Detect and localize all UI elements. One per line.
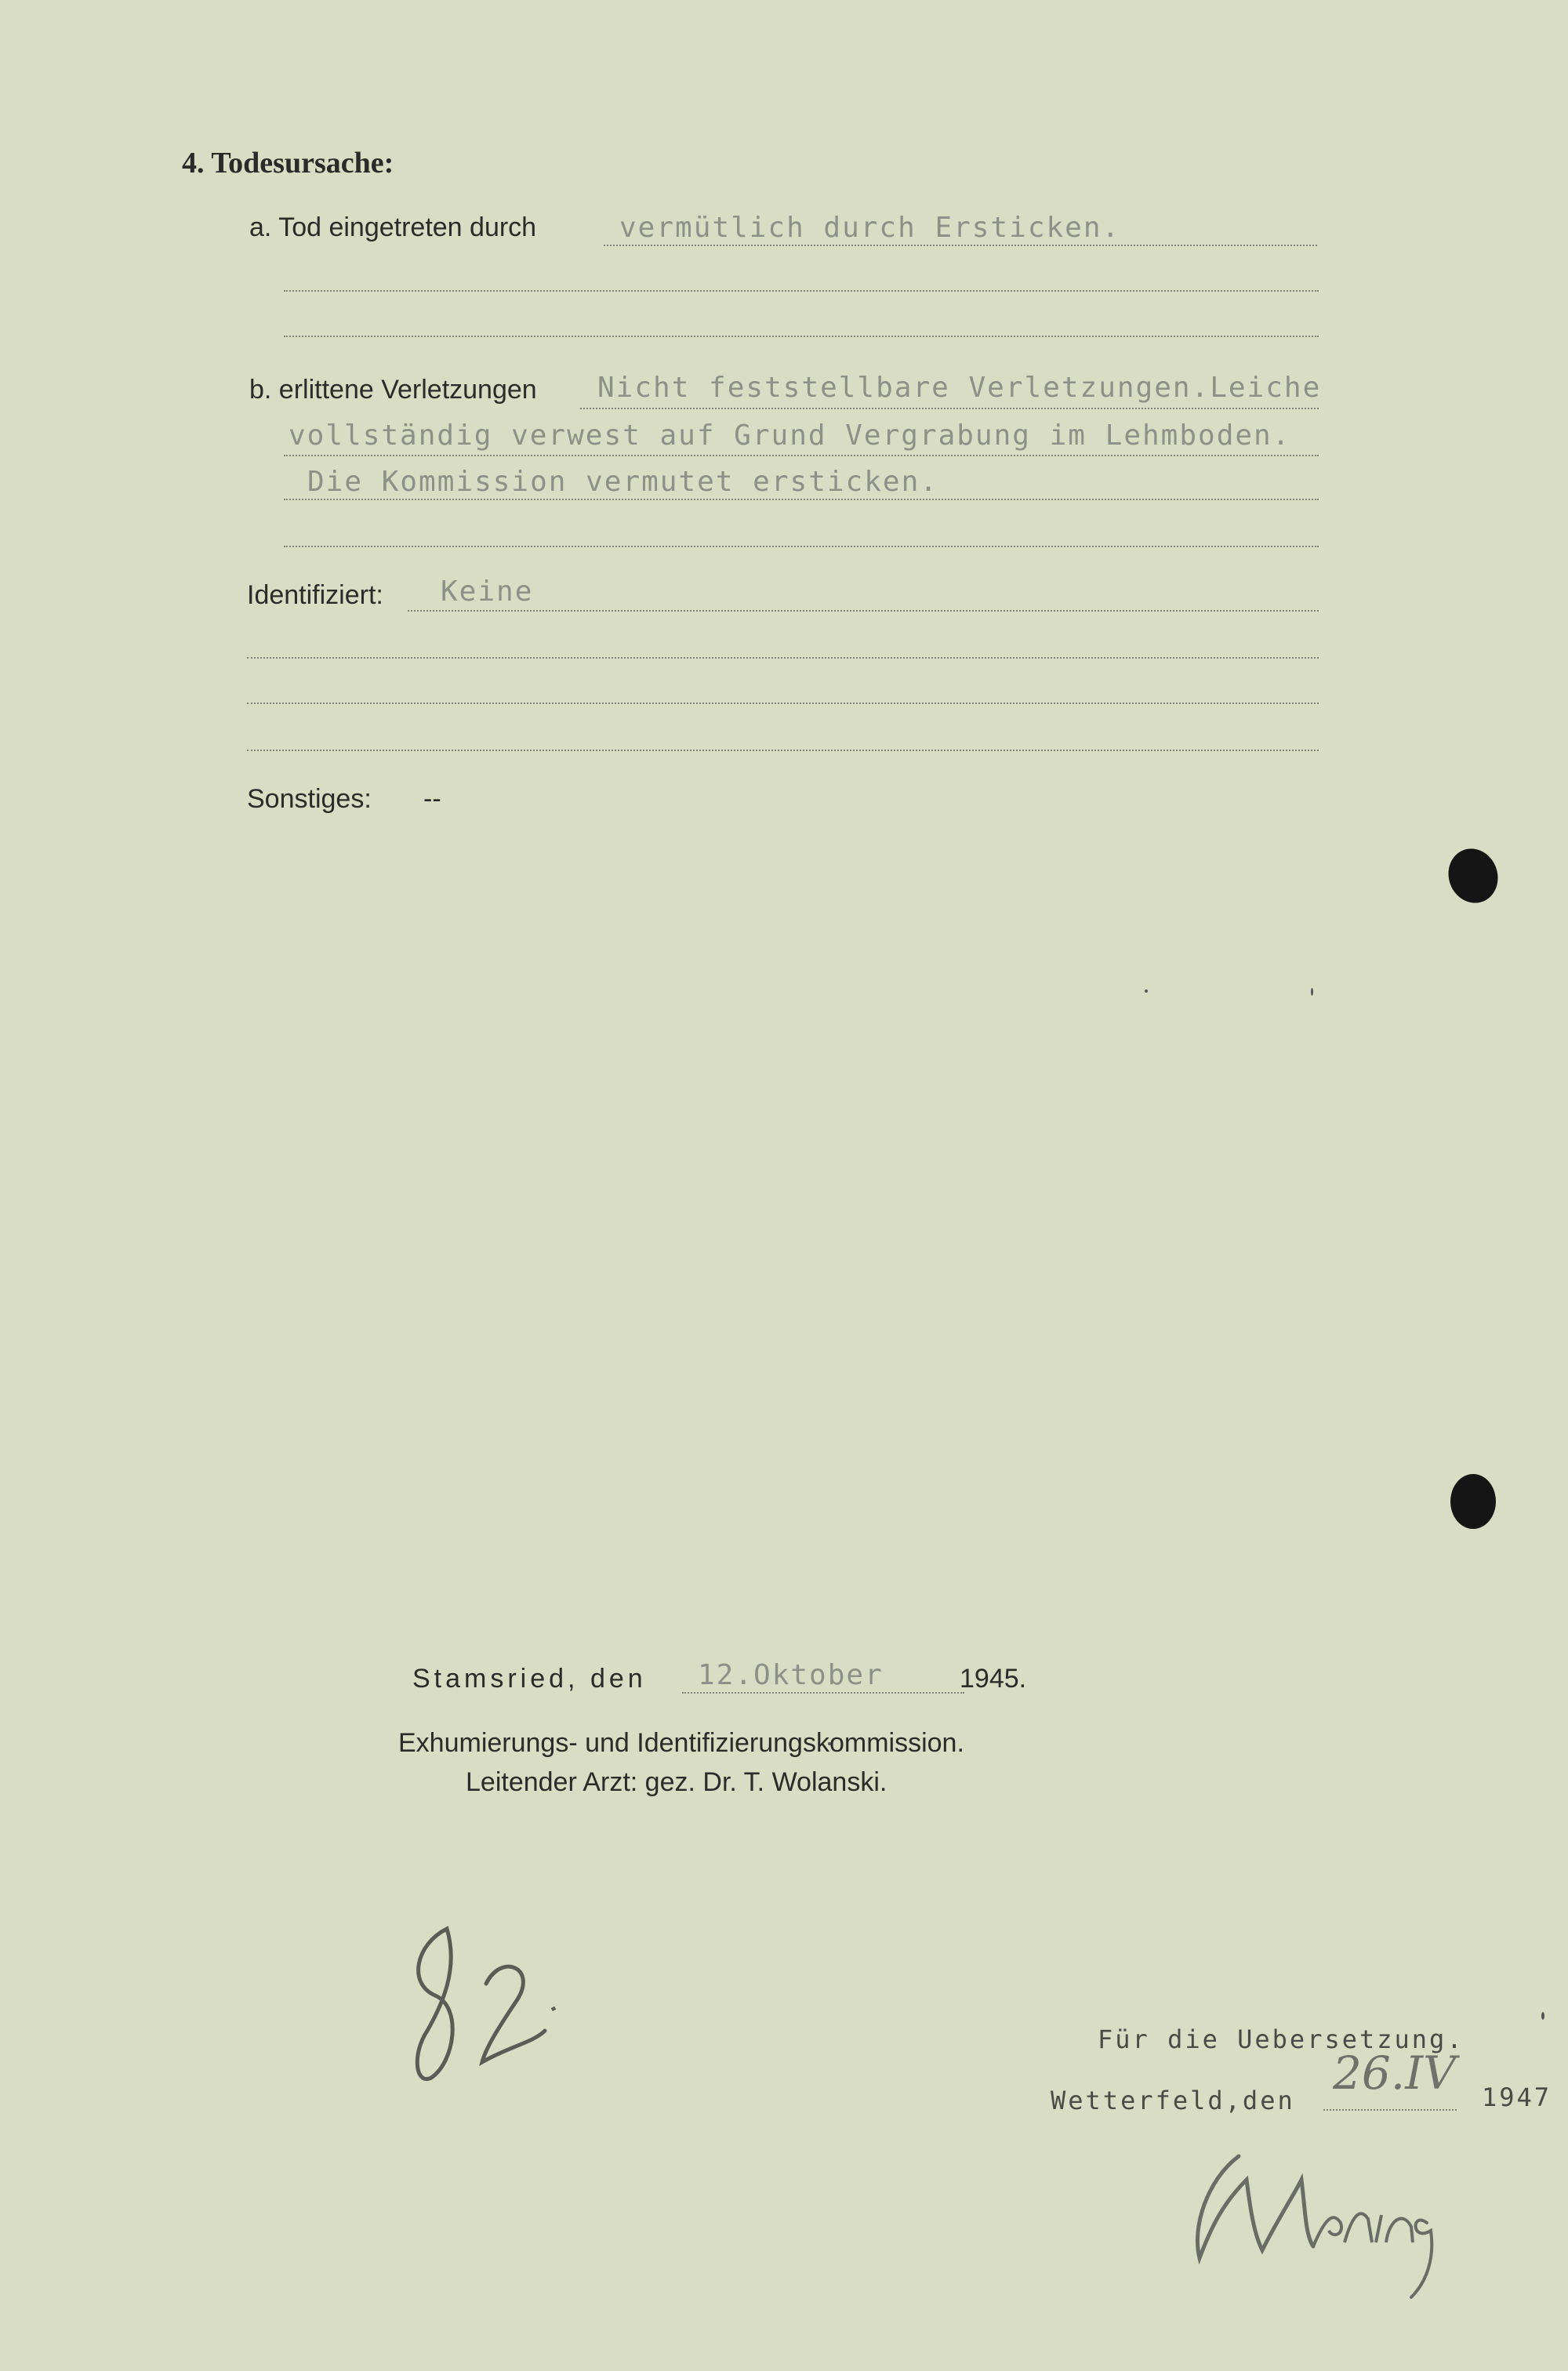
paper-speck	[1145, 989, 1148, 993]
identified-value: Keine	[441, 576, 534, 608]
certification-place: Wetterfeld,den	[1051, 2086, 1295, 2115]
dotted-line	[247, 703, 1319, 704]
dotted-line	[1323, 2109, 1457, 2111]
dotted-line	[284, 546, 1319, 547]
svg-text:82.: 82.	[400, 1913, 401, 1914]
other-label: Sonstiges:	[247, 784, 372, 814]
place-label: Stamsried, den	[412, 1664, 647, 1694]
dotted-line	[408, 610, 1319, 612]
cause-value: vermütlich durch Ersticken.	[619, 212, 1121, 244]
dotted-line	[682, 1692, 964, 1694]
certification-date: 26.IV	[1333, 2046, 1457, 2100]
certification-year: 1947	[1482, 2082, 1552, 2112]
commission-name: Exhumierungs- und Identifizierungskommission.	[398, 1728, 964, 1758]
other-value: --	[423, 784, 441, 814]
injuries-label: b. erlittene Verletzungen	[249, 375, 537, 405]
leading-doctor: Leitender Arzt: gez. Dr. T. Wolanski.	[466, 1767, 887, 1797]
year-value: 1945.	[960, 1664, 1027, 1694]
signature	[1176, 2133, 1474, 2305]
dotted-line	[247, 657, 1319, 659]
injuries-line-2: vollständig verwest auf Grund Vergrabung im Lehmboden.	[289, 419, 1291, 452]
identified-label: Identifiziert:	[247, 580, 383, 610]
injuries-line-3: Die Kommission vermutet ersticken.	[307, 466, 938, 498]
punch-hole	[1441, 842, 1505, 910]
dotted-line	[284, 455, 1319, 456]
dotted-line	[580, 408, 1319, 409]
handwritten-number	[400, 1913, 572, 2093]
paper-speck	[1541, 2012, 1544, 2020]
dotted-line	[284, 499, 1319, 500]
injuries-line-1: Nicht feststellbare Verletzungen.Leiche	[597, 372, 1322, 404]
section-title: 4. Todesursache:	[182, 147, 394, 180]
paper-speck	[1311, 988, 1313, 996]
date-value: 12.Oktober	[698, 1659, 884, 1691]
dotted-line	[284, 290, 1319, 292]
punch-hole	[1450, 1474, 1496, 1529]
dotted-line	[284, 336, 1319, 337]
certification-line: Für die Uebersetzung.	[1098, 2024, 1465, 2054]
dotted-line	[604, 245, 1317, 246]
cause-label: a. Tod eingetreten durch	[249, 212, 537, 242]
dotted-line	[247, 750, 1319, 751]
